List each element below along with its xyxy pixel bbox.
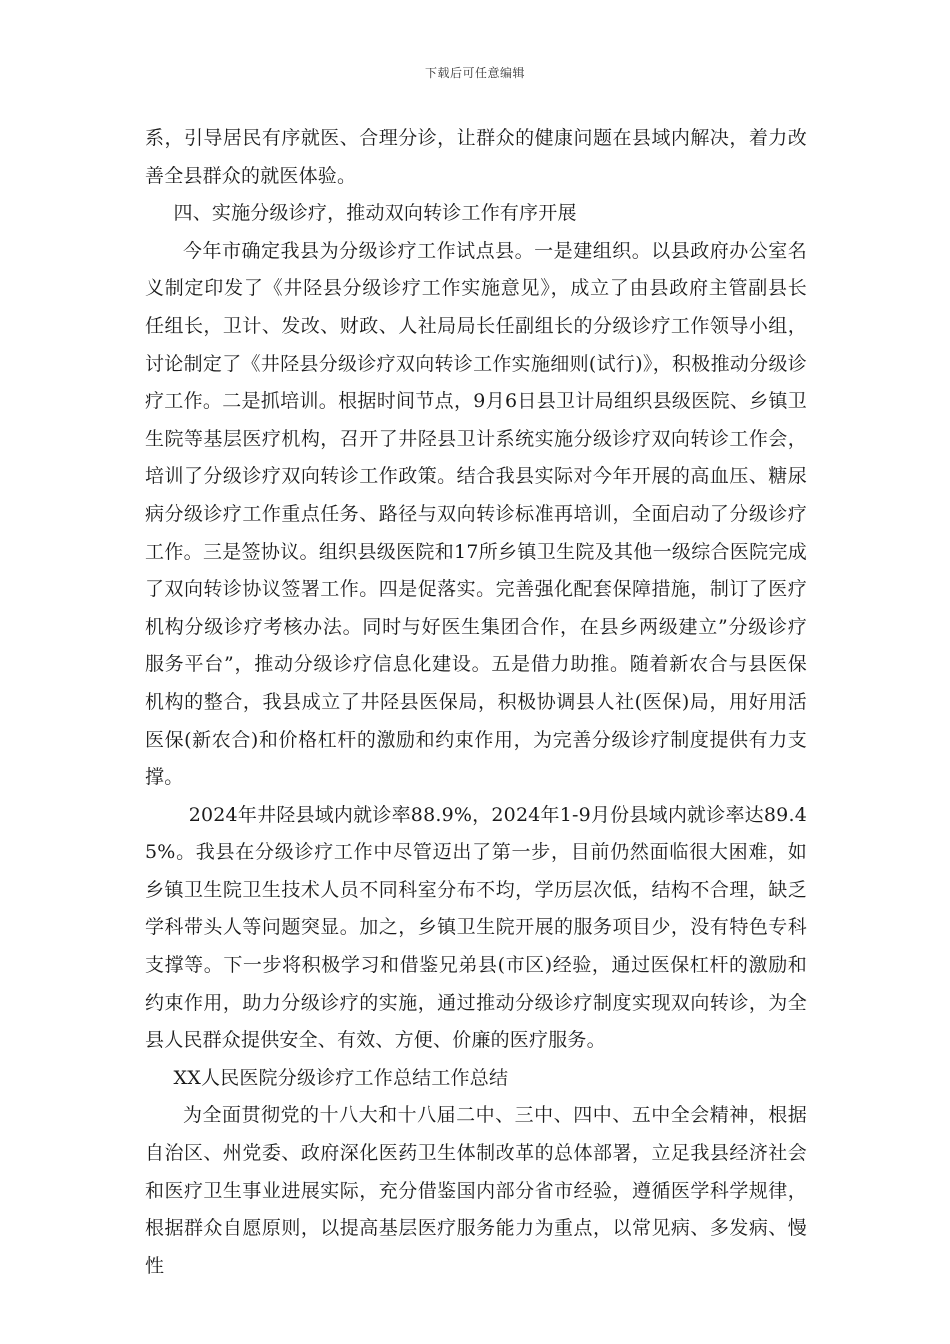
section-heading-four: 四、实施分级诊疗，推动双向转诊工作有序开展 [173, 202, 577, 225]
document-body [145, 120, 807, 1285]
paragraph-implementation: 为全面贯彻党的十八大和十八届二中、三中、四中、五中全会精神，根据自治区、州党委、政府深化医药卫生体制改革的总体部署，立足我县经济社会和医疗卫生事业进展实际，充分借鉴国内部分省市经验，遵循医学科学规律，根据群众自愿原则，以提高基层医疗服务能力为重点，以常见病、多发病、慢性 [145, 1104, 807, 1277]
page-header-watermark: 下载后可任意编辑 [424, 66, 525, 80]
section-title-hospital-summary: XX人民医院分级诊疗工作总结工作总结 [173, 1066, 509, 1089]
paragraph-continuation: 系，引导居民有序就医、合理分诊，让群众的健康问题在县域内解决，着力改善全县群众的就医体验。 [145, 127, 807, 187]
paragraph-statistics: 2024年井陉县域内就诊率88.9%，2024年1-9月份县域内就诊率达89.45%。我县在分级诊疗工作中尽管迈出了第一步，目前仍然面临很大困难，如乡镇卫生院卫生技术人员不同科室分布不均，学历层次低，结构不合理，缺乏学科带头人等问题突显。加之，乡镇卫生院开展的服务项目少，没有特色专科支撑等。下一步将积极学习和借鉴兄弟县(市区)经验，通过医保杠杆的激励和约束作用，助力分级诊疗的实施，通过推动分级诊疗制度实现双向转诊，为全县人民群众提供安全、有效、方便、价廉的医疗服务。 [145, 803, 807, 1052]
paragraph-pilot-county: 今年市确定我县为分级诊疗工作试点县。一是建组织。以县政府办公室名义制定印发了《井陉县分级诊疗工作实施意见》，成立了由县政府主管副县长任组长，卫计、发改、财政、人社局局长任副组长的分级诊疗工作领导小组，讨论制定了《井陉县分级诊疗双向转诊工作实施细则(试行)》，积极推动分级诊疗工作。二是抓培训。根据时间节点，9月6日县卫计局组织县级医院、乡镇卫生院等基层医疗机构，召开了井陉县卫计系统实施分级诊疗双向转诊工作会，培训了分级诊疗双向转诊工作政策。结合我县实际对今年开展的高血压、糖尿病分级诊疗工作重点任务、路径与双向转诊标准再培训，全面启动了分级诊疗工作。三是签协议。组织县级医院和17所乡镇卫生院及其他一级综合医院完成了双向转诊协议签署工作。四是促落实。完善强化配套保障措施，制订了医疗机构分级诊疗考核办法。同时与好医生集团合作，在县乡两级建立”分级诊疗服务平台”，推动分级诊疗信息化建设。五是借力助推。随着新农合与县医保机构的整合，我县成立了井陉县医保局，积极协调县人社(医保)局，用好用活医保(新农合)和价格杠杆的激励和约束作用，为完善分级诊疗制度提供有力支撑。 [145, 239, 807, 789]
